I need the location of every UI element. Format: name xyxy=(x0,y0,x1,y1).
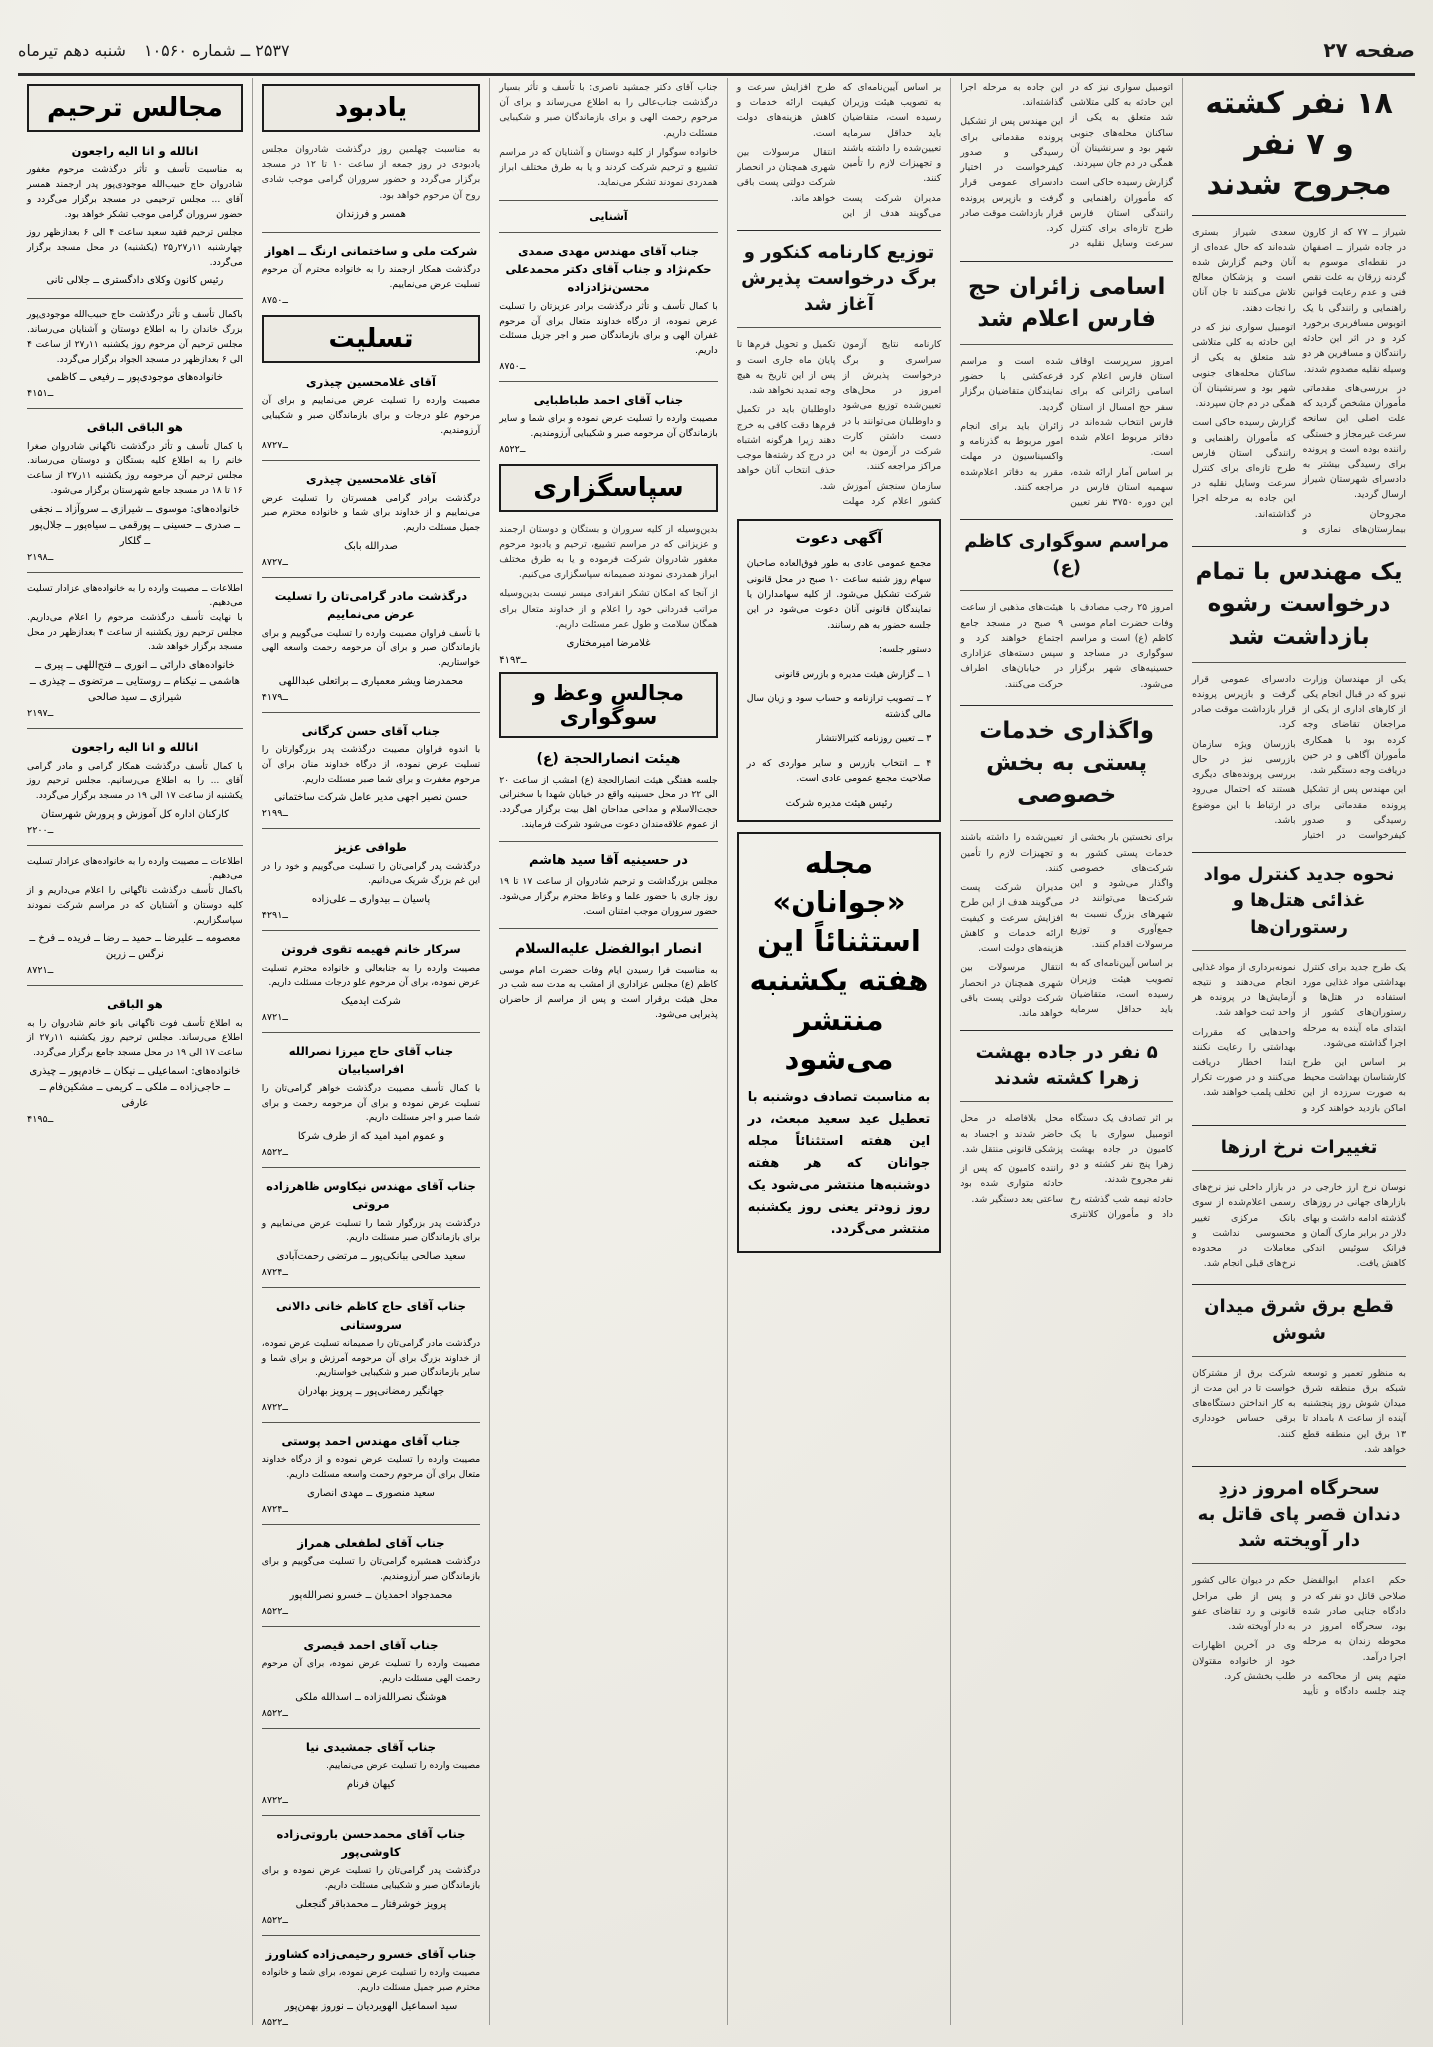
article-traffic-deaths-body: بر اثر تصادف یک دستگاه اتومبیل سواری با یک کامیون در جاده بهشت زهرا پنج نفر کشته و دو نفر مجروح شدند. حادثه نیمه شب گذشته رخ داد و مأموران کلانتری محل بلافاصله در محل حاضر شدند و اجساد به پزشکی قانونی منتقل شد. راننده کامیون که پس از حادثه متواری شده بود ساعتی بعد دستگیر شد. xyxy=(960,1113,1174,1220)
column-2 xyxy=(951,78,1183,2025)
headline-mourning-kazem: مراسم سوگواری کاظم (ع) xyxy=(964,531,1170,579)
notice-title: جناب آقای خسرو رحیمی‌زاده کشاورز xyxy=(265,1946,477,1961)
notice-ref: ــ۸۷۲۴ xyxy=(261,1267,288,1279)
notice-ref: ــ۸۷۲۲ xyxy=(261,1794,288,1806)
majales-title: هیئت انصارالحجة (ع) xyxy=(536,751,681,768)
notice-body: مصیبت وارده را تسلیت عرض نموده و از درگاه خداوند متعال برای آن مرحوم رحمت واسعه مسئلت داریم. xyxy=(261,1454,481,1481)
notice-ref: ــ۸۵۲۲ xyxy=(261,1146,288,1158)
notice-title: جناب آقای محمدحسن باروتی‌زاده کاوشی‌پور xyxy=(276,1826,466,1860)
javanan-ad-body: به مناسبت تصادف دوشنبه با تعطیل عید سعید مبعث، در این هفته استثنائاً مجله جوانان که هر هفته دوشنبه‌ها منتشر می‌شود یک روز زودتر یعنی روز یکشنبه منتشر می‌گردد. xyxy=(747,1089,931,1238)
notice-item xyxy=(262,1738,480,1806)
notice-item xyxy=(262,1825,480,1926)
notice-ref: ــ۸۷۲۲ xyxy=(261,1402,288,1414)
notice-title: جناب آقای احمد طباطبایی xyxy=(533,392,684,407)
banner-majales-vaz: مجالس وعظ و سوگواری xyxy=(499,672,717,738)
tarhim-intro-title: انالله و انا الیه راجعون xyxy=(71,144,199,158)
tarhim-signature: خانواده‌های موجودی‌پور ــ رفیعی ــ کاظمی xyxy=(46,372,223,384)
tarhim-signature: معصومه ــ علیرضا ــ حمید ــ رضا ــ فریده ــ فرخ ــ نرگس ــ زرین xyxy=(29,933,241,961)
tarhim-ref: ــ۲۱۹۷ xyxy=(27,708,54,720)
column-3 xyxy=(728,78,952,2025)
issue-info: ۲۵۳۷ ــ شماره ۱۰۵۶۰ xyxy=(143,40,290,60)
tarhim-signature: کارکنان اداره کل آموزش و پرورش شهرستان xyxy=(40,808,229,820)
yadbood-signature: همسر و فرزندان xyxy=(335,208,406,220)
headline-konkour-cards: توزیع کارنامه کنکور و برگ درخواست پذیرش آغاز شد xyxy=(741,242,937,316)
notice-item xyxy=(262,1636,480,1719)
tarhim-title: هو الباقی xyxy=(107,997,163,1012)
notice-item xyxy=(262,1177,480,1278)
banner-tasliat: تسلیت xyxy=(262,315,480,363)
notice-title: جناب آقای حسن کرگانی xyxy=(301,723,441,738)
majales-body: به مناسبت فرا رسیدن ایام وفات حضرت امام موسی کاظم (ع) مجلس عزاداری از امشب به مدت سه شب در محل هیئت برقرار است و پس از مراسم از حاضران پذیرایی می‌شود. xyxy=(499,964,718,1020)
lead-article-body: شیراز ــ ۷۷ که از کارون در جاده شیراز ــ اصفهان در نقطه‌ای موسوم به گردنه زرقان به علت نقص فنی و عدم رعایت قوانین راهنمایی و رانندگی با یک اتوبوس مسافربری برخورد کرد و در اثر این حادثه رانندگان و مسافرین هر دو وسیله نقلیه مصدوم شدند. در بررسی‌های مقدماتی مأموران مشخص گردید که علت اصلی این سانحه سرعت غیرمجاز و خستگی راننده بوده است و پرونده برای رسیدگی بیشتر به دادسرای شهرستان شیراز ارسال گردید. مجروحان در بیمارستان‌های نمازی و سعدی شیراز بستری شده‌اند که حال عده‌ای از آنان وخیم گزارش شده است و پزشکان معالج تلاش می‌کنند تا جان آنان را نجات دهند. اتومبیل سواری نیز که در این حادثه به کلی متلاشی شد متعلق به یکی از ساکنان محله‌های جنوبی شهر بود و سرنشینان آن همگی در دم جان سپردند. گزارش رسیده حاکی است که مأموران راهنمایی و رانندگی استان فارس طرح تازه‌ای برای کنترل سرعت وسایل نقلیه در این جاده به مرحله اجرا گذاشته‌اند. xyxy=(1192,226,1406,535)
article-hajj-body: امروز سرپرست اوقاف استان فارس اعلام کرد اسامی زائرانی که برای سفر حج امسال از استان فارس انتخاب شده‌اند در دفاتر مربوط اعلام شده است. بر اساس آمار ارائه شده، سهمیه استان فارس در این دوره ۳۷۵۰ نفر تعیین شده است و مراسم قرعه‌کشی با حضور نمایندگان متقاضیان برگزار گردید. زائران باید برای انجام امور مربوط به گذرنامه و واکسیناسیون در مهلت مقرر به دفاتر اعلام‌شده مراجعه کنند. xyxy=(960,355,1174,509)
headline-bribe: یک مهندس با تمام درخواست رشوه بازداشت شد xyxy=(1195,559,1403,650)
notice-item xyxy=(262,1042,480,1158)
tarhim-ref: ــ۲۱۹۸ xyxy=(27,551,54,563)
column2-top-continuation: اتومبیل سواری نیز که در این حادثه به کلی متلاشی شد متعلق به یکی از ساکنان محله‌های جنوبی شهر بود و سرنشینان آن همگی در دم جان سپردند. گزارش رسیده حاکی است که مأموران راهنمایی و رانندگی استان فارس طرح تازه‌ای برای کنترل سرعت وسایل نقلیه در این جاده به مرحله اجرا گذاشته‌اند. این مهندس پس از تشکیل پرونده مقدماتی برای رسیدگی و صدور کیفرخواست در اختیار دادسرای عمومی قرار گرفت و بازپرس پرونده قرار بازداشت موقت صادر کرد. xyxy=(960,82,1174,250)
notice-ref: ــ۴۲۹۱ xyxy=(261,910,288,922)
invitation-ad xyxy=(737,519,942,822)
column-1 xyxy=(1183,78,1415,2025)
headline-currency: تغییرات نرخ ارزها xyxy=(1220,1136,1378,1158)
notice-ref: ــ۸۵۲۲ xyxy=(261,2016,288,2025)
tarhim-body: به اطلاع تأسف فوت ناگهانی بانو خانم شادروان را به اطلاع می‌رساند. مجلس ترحیم روز یکشنبه ۱۱ر۲۷ از ساعت ۱۷ الی ۱۹ در محل مسجد جامع برگزار می‌گردد. xyxy=(27,1017,243,1059)
notice-item xyxy=(262,940,480,1023)
article-execution-body: حکم اعدام ابوالفضل صلاحی قاتل دو نفر که در دادگاه جنایی صادر شده بود، سحرگاه امروز در محوطه زندان به مرحله اجرا درآمد. متهم پس از محاکمه در چند جلسه دادگاه و تأیید حکم در دیوان عالی کشور و پس از طی مراحل قانونی و رد تقاضای عفو به دار آویخته شد. وی در آخرین اظهارات خود از خانواده مقتولان طلب بخشش کرد. xyxy=(1192,1575,1406,1697)
article-mourning-body: امروز ۲۵ رجب مصادف با وفات حضرت امام موسی کاظم (ع) است و مراسم سوگواری در مساجد و حسینیه‌های شهر برگزار می‌شود. هیئت‌های مذهبی از ساعت ۹ صبح در مسجد جامع اجتماع خواهند کرد و سپس دسته‌های عزاداری در خیابان‌های اطراف حرکت می‌کنند. xyxy=(960,602,1174,690)
sepasgozari-ref: ــ۴۱۹۳ xyxy=(499,655,527,667)
notice-body: درگذشت پدر بزرگوار شما را تسلیت عرض می‌نماییم و برای بازماندگان صبر مسئلت داریم. xyxy=(261,1217,481,1244)
majales-body: مجلس بزرگداشت و ترحیم شادروان از ساعت ۱۷ تا ۱۹ روز جاری با حضور علما و وعاظ محترم برگزار می‌شود. حضور سروران موجب امتنان است. xyxy=(499,876,718,917)
notice-ref: ــ۴۱۷۹ xyxy=(261,691,288,703)
notice-body: با کمال تأسف مصیبت درگذشت خواهر گرامی‌تان را تسلیت عرض نموده و برای آن مرحومه رحمت و برای شما صبر و اجر مسئلت داریم. xyxy=(261,1082,481,1124)
headline-postal-privatization: واگذاری خدمات پستی به بخش خصوصی xyxy=(979,717,1155,809)
column-4 xyxy=(490,78,727,2025)
notice-ref: ــ۸۵۲۲ xyxy=(261,1914,288,1926)
notice-item xyxy=(262,722,480,820)
notice-body: مصیبت وارده را تسلیت عرض نموده، برای آن مرحوم رحمت الهی مسئلت داریم. xyxy=(261,1658,481,1684)
notice-body: با اندوه فراوان مصیبت درگذشت پدر بزرگوارتان را تسلیت عرض نموده، از درگاه خداوند منان برای آن مرحوم مغفرت و برای شما صبر مسئلت داریم. xyxy=(261,744,481,785)
notice-body: درگذشت مادر گرامی‌تان را صمیمانه تسلیت عرض نموده، از خداوند بزرگ برای آن مرحومه آمرزش و برای شما و سایر بازماندگان صبر و شکیبایی خواستاریم. xyxy=(261,1337,481,1379)
tarhim-ref: ــ۸۷۲۱ xyxy=(27,965,54,977)
tarhim-title: هو الباقی الباقی xyxy=(86,420,183,435)
notice-signature: هوشنگ نصرالله‌زاده ــ اسدالله ملکی xyxy=(295,1691,447,1703)
notice-item xyxy=(262,373,480,452)
majales-item xyxy=(499,851,717,919)
tarhim-body: با کمال تأسف درگذشت همکار گرامی و مادر گرامی آقای ... را به اطلاع می‌رسانیم. مجلس ترحیم روز یکشنبه از ساعت ۱۷ الی ۱۹ در مسجد برگزار می‌گردد. xyxy=(27,760,243,801)
tarhim-intro-body: به مناسبت تأسف و تأثر درگذشت مرحوم مغفور شادروان حاج حبیب‌الله موجودی‌پور پدر ارجمند همسر آقای ... مجلس ترحیمی در مسجد برگزار می‌گردد و حضور سروران گرامی موجب تشکر خواهد بود. xyxy=(27,164,243,220)
majales-title: در حسینیه آقا سید هاشم xyxy=(528,853,688,869)
notice-ref: ــ۸۷۵۰ xyxy=(261,294,288,306)
tarhim-item xyxy=(27,418,243,562)
notice-item xyxy=(262,1297,480,1413)
notice-title: آقای غلامحسین چیذری xyxy=(306,374,436,389)
notice-title: جناب آقای لطفعلی همراز xyxy=(297,1535,445,1550)
notice-body: درگذشت پدر گرامی‌تان را تسلیت عرض نموده و برای بازماندگان صبر و شکیبایی مسئلت داریم. xyxy=(261,1865,481,1892)
headline-hajj-names: اسامی زائران حج فارس اعلام شد xyxy=(967,273,1166,332)
masthead-rule xyxy=(18,73,1415,76)
notice-body: درگذشت همشیره گرامی‌تان را تسلیت می‌گوییم و برای بازماندگان صبر آرزومندیم. xyxy=(261,1556,481,1583)
notice-signature: محمدجواد احمدیان ــ خسرو نصرالله‌پور xyxy=(289,1589,453,1601)
sepasgozari-signature: غلامرضا امیرمختاری xyxy=(566,638,651,650)
article-food-control-body: یک طرح جدید برای کنترل بهداشتی مواد غذایی مورد استفاده در هتل‌ها و رستوران‌های کشور از ابتدای ماه آینده به مرحله اجرا گذاشته می‌شود. بر اساس این طرح کارشناسان بهداشت محیط به صورت سرزده از این اماکن بازدید خواهند کرد و نمونه‌برداری از مواد غذایی انجام می‌دهند و نتیجه آزمایش‌ها در پرونده هر واحد ثبت خواهد شد. واحدهایی که مقررات بهداشتی را رعایت نکنند ابتدا اخطار دریافت می‌کنند و در صورت تکرار تخلف پلمب خواهند شد. xyxy=(1192,961,1406,1114)
notice-signature: و عموم امید امید که از طرف شرکا xyxy=(297,1130,445,1142)
notice-item xyxy=(262,1432,480,1515)
yadbood-body: به مناسبت چهلمین روز درگذشت شادروان مجلس یادبودی در روز جمعه از ساعت ۱۰ تا ۱۲ در مسجد برگزار می‌گردد و حضور سروران گرامی موجب شادی روح آن مرحوم خواهد بود. xyxy=(261,144,481,201)
notice-title: جناب آقای جمشیدی نیا xyxy=(305,1739,437,1754)
notice-title: آقای غلامحسین چیذری xyxy=(306,472,436,487)
majales-item xyxy=(499,938,717,1022)
notice-signature: صدرالله بابک xyxy=(344,540,398,552)
notice-signature: سید اسماعیل الهویردیان ــ نوروز بهمن‌پور xyxy=(284,2000,458,2012)
masthead-spacer xyxy=(304,50,1310,51)
notice-signature: جهانگیر رمضانی‌پور ــ پرویز بهادران xyxy=(297,1386,445,1398)
tarhim-ref: ــ۲۲۰۰ xyxy=(27,824,54,836)
notice-title: جناب آقای حاج کاظم خانی دالانی سروستانی xyxy=(276,1299,466,1332)
article-currency-body: نوسان نرخ ارز خارجی در بازارهای جهانی در روزهای گذشته ادامه داشت و بهای دلار در برابر مارک آلمان و فرانک سوئیس اندکی کاهش یافت. در بازار داخلی نیز نرخ‌های رسمی اعلام‌شده از سوی بانک مرکزی تغییر محسوسی نداشت و معاملات در محدوده نرخ‌های قبلی انجام شد. xyxy=(1192,1182,1406,1270)
tarhim-item xyxy=(27,995,243,1125)
javanan-magazine-ad xyxy=(737,832,942,1254)
tarhim-body: باکمال تأسف درگذشت ناگهانی را اعلام می‌داریم و از کلیه دوستان و آشنایان که در مراسم شرکت نمودند سپاسگزاریم. xyxy=(27,885,243,926)
notice-signature: پرویز خوشرفتار ــ محمدباقر گنجعلی xyxy=(295,1898,447,1910)
tarhim-item xyxy=(27,308,243,399)
banner-yadbood: یادبود xyxy=(262,84,480,132)
col4-section-title: آشنایی xyxy=(589,209,628,223)
col4-intro-body: جناب آقای دکتر جمشید ناصری: با تأسف و تأثر بسیار درگذشت جناب‌عالی را به اطلاع می‌رساند و برای آن مرحوم رحمت الهی و برای بازماندگان صبر و شکیبایی مسئلت داریم. خانواده سوگوار از کلیه دوستان و آشنایان که در مراسم تشییع و ترحیم شرکت کردند و یا به طرق مختلف ابراز همدردی نمودند تشکر می‌نماید. xyxy=(499,82,718,189)
tarhim-item xyxy=(27,738,243,836)
javanan-ad-title: مجله «جوانان» استثنائاً این هفته یکشنبه منتشر می‌شود xyxy=(749,845,929,1076)
sepasgozari-body: بدین‌وسیله از کلیه سروران و بستگان و دوستان ارجمند و عزیزانی که در مراسم تشییع، ترحیم و یادبود مرحوم مغفور شادروان شرکت فرموده و یا به طرق مختلف ابراز همدردی نمودند صمیمانه سپاسگزاری می‌کنیم. از آنجا که امکان تشکر انفرادی میسر نیست بدین‌وسیله مراتب قدردانی خود را اعلام و از خداوند متعال برای همگان سلامت و طول عمر مسئلت داریم. xyxy=(499,523,718,630)
headline-food-control: نحوه جدید کنترل مواد غذائی هتل‌ها و رستوران‌ها xyxy=(1203,864,1395,938)
notice-ref: ــ۸۷۵۰ xyxy=(499,360,526,372)
banner-majales-tarhim: مجالس ترحیم xyxy=(27,84,243,132)
notice-title: سرکار خانم فهیمه تقوی فروتن xyxy=(281,942,461,957)
tarhim-intro xyxy=(27,142,243,289)
headline-traffic-deaths: ۵ نفر در جاده بهشت زهرا کشته شدند xyxy=(975,1042,1158,1090)
notice-signature: محمدرضا ویشر معمیاری ــ براتعلی عبداللهی xyxy=(278,675,464,687)
notice-title: جناب آقای مهندس مهدی صمدی حکم‌نژاد و جناب آقای دکتر محمدعلی محسن‌نژادزاده xyxy=(505,243,712,295)
notice-item xyxy=(262,587,480,703)
notice-title: جناب آقای حاج میرزا نصرالله افراسیابیان xyxy=(288,1044,454,1077)
masthead xyxy=(18,30,1415,70)
notice-signature: حسن نصیر اجهی مدیر عامل شرکت ساختمانی xyxy=(274,792,468,804)
notice-ref: ــ۸۵۲۲ xyxy=(261,1605,288,1617)
tarhim-intro-body-2: مجلس ترحیم فقید سعید ساعت ۴ الی ۶ بعدازظهر روز چهارشنبه ۱۱ر۲۷ر۲۵ (یکشنبه) در محل مسجد برگزار می‌گردد. xyxy=(27,227,243,268)
tarhim-lead: اطلاعات ــ مصیبت وارده را به خانواده‌های عزادار تسلیت می‌دهیم. xyxy=(27,582,243,609)
tarhim-ref: ــ۴۱۵۱ xyxy=(27,388,54,400)
invitation-ad-signature: رئیس هیئت مدیره شرکت xyxy=(785,797,893,809)
tarhim-title: انالله و انا الیه راجعون xyxy=(71,740,199,755)
tarhim-signature: خانواده‌های: موسوی ــ شیرازی ــ سروآزاد ــ نجفی ــ صدری ــ حسینی ــ پورقمی ــ سیاه‌پور ــ جلال‌پور ــ گلکار xyxy=(29,503,240,547)
notice-body: مصیبت وارده را تسلیت عرض نموده و برای شما و سایر بازماندگان آن مرحومه صبر و شکیبایی آرزومندیم. xyxy=(499,413,718,439)
article-konkour-body: کارنامه نتایج آزمون سراسری و برگ درخواست پذیرش از امروز در محل‌های تعیین‌شده توزیع می‌شود و داوطلبان می‌توانند با در دست داشتن کارت شرکت در آزمون به این مراکز مراجعه کنند. سازمان سنجش آموزش کشور اعلام کرد مهلت تکمیل و تحویل فرم‌ها تا پایان ماه جاری است و پس از این تاریخ به هیچ وجه تمدید نخواهد شد. داوطلبان باید در تکمیل فرم‌ها دقت کافی به خرج دهند زیرا هرگونه اشتباه در درج کد رشته‌ها موجب حذف انتخاب آنان خواهد شد. xyxy=(736,339,942,507)
tarhim-signature: خانواده‌های: اسماعیلی ــ نیکان ــ خادم‌پور ــ چیذری ــ حاجی‌زاده ــ ملکی ــ کریمی ــ مشکین‌فام ــ عارفی xyxy=(29,1065,241,1109)
notice-body: مصیبت وارده را به جنابعالی و خانواده محترم تسلیت عرض نموده، برای آن مرحوم علو درجات مسئلت داریم. xyxy=(261,962,481,989)
page-number: صفحه ۲۷ xyxy=(1323,38,1415,62)
notice-body: مصیبت وارده را تسلیت عرض می‌نماییم و برای آن مرحوم علو درجات و برای بازماندگان صبر و شکیبایی آرزومندیم. xyxy=(261,395,481,436)
notice-ref: ــ۸۷۲۱ xyxy=(261,1012,288,1023)
notice-item xyxy=(262,1945,480,2025)
notice-signature: کیهان فرنام xyxy=(346,1778,396,1790)
notice-body: با کمال تأسف و تأثر درگذشت برادر عزیزتان را تسلیت عرض نموده، از درگاه خداوند متعال برای آن مرحوم غفران الهی و برای بازماندگان صبر و اجر جزیل مسئلت داریم. xyxy=(499,300,718,356)
tarhim-signature: خانواده‌های دارائی ــ انوری ــ فتح‌اللهی ــ پیری ــ هاشمی ــ نیکنام ــ روستایی ــ مرتضوی ــ چیذری ــ شیرازی ــ سید صالحی xyxy=(29,660,240,704)
notice-item xyxy=(262,470,480,568)
notice-signature: سعید صالحی ببانکی‌پور ــ مرتضی رحمت‌آبادی xyxy=(276,1251,466,1263)
notice-body: با تأسف فراوان مصیبت وارده را تسلیت می‌گوییم و برای بازماندگان صبر و برای آن مرحومه رحمت واسعه الهی خواستاریم. xyxy=(261,627,481,669)
notice-item xyxy=(262,1534,480,1617)
notice-ref: ــ۸۷۲۷ xyxy=(261,440,288,452)
notice-title: شرکت ملی و ساختمانی ارنگ ــ اهواز xyxy=(264,243,478,258)
notice-signature: سعید منصوری ــ مهدی انصاری xyxy=(307,1487,435,1499)
tarhim-item xyxy=(27,582,243,720)
notice-signature: شرکت ایدمیک xyxy=(341,996,401,1007)
notice-title: درگذشت مادر گرامی‌تان را تسلیت عرض می‌نماییم xyxy=(274,588,468,622)
notice-item xyxy=(499,242,717,372)
notice-title: جناب آقای مهندس احمد پوستی xyxy=(281,1434,461,1449)
notice-body: مصیبت وارده را تسلیت عرض نموده، برای شما و خانواده محترم صبر جمیل مسئلت داریم. xyxy=(261,1967,481,1994)
notice-title: جناب آقای احمد قیصری xyxy=(303,1637,439,1652)
headline-execution: سحرگاه امروز دزدِ دندان قصر پای قاتل به دار آویخته شد xyxy=(1197,1478,1401,1552)
notice-body: درگذشت همکار ارجمند را به خانواده محترم آن مرحوم تسلیت عرض می‌نماییم. xyxy=(261,264,481,291)
lead-headline: ۱۸ نفر کشته و ۷ نفر مجروح شدند xyxy=(1205,86,1393,202)
tarhim-intro-signature: رئیس کانون وکلای دادگستری ــ جلالی ثانی xyxy=(46,275,224,287)
invitation-ad-body: مجمع عمومی عادی به طور فوق‌العاده صاحبان سهام روز شنبه ساعت ۱۰ صبح در محل قانونی شرکت تشکیل می‌شود. از کلیه سهامداران یا نمایندگان قانونی آنان دعوت می‌شود در این جلسه حضور به هم رسانند. دستور جلسه: ۱ ــ گزارش هیئت مدیره و بازرس قانونی ۲ ــ تصویب ترازنامه و حساب سود و زیان سال مالی گذشته ۳ ــ تعیین روزنامه کثیرالانتشار ۴ ــ انتخاب بازرس و سایر مواردی که در صلاحیت مجمع عمومی عادی است. xyxy=(746,558,932,785)
majales-body: جلسه هفتگی هیئت انصارالحجة (ع) امشب از ساعت ۲۰ الی ۲۲ در محل حسینیه واقع در خیابان شهدا با سخنرانی حجت‌الاسلام و مداحی مداحان اهل بیت برگزار می‌گردد. از عموم علاقه‌مندان دعوت می‌شود شرکت فرمایند. xyxy=(499,774,718,830)
banner-sepasgozari: سپاسگزاری xyxy=(499,464,717,512)
notice-ref: ــ۸۵۲۲ xyxy=(261,1707,288,1719)
notice-title: طوافی عزیز xyxy=(335,840,407,855)
headline-power-cut: قطع برق شرق میدان شوش xyxy=(1204,1296,1394,1344)
notice-ref: ــ۸۵۲۲ xyxy=(499,443,526,455)
issue-date: شنبه دهم تیرماه xyxy=(18,40,126,60)
tarhim-lead: اطلاعات ــ مصیبت وارده را به خانواده‌های عزادار تسلیت می‌دهیم. xyxy=(27,855,243,882)
notice-title: جناب آقای مهندس نیکاوس ظاهرزاده مروتی xyxy=(266,1178,476,1212)
notice-signature: پاسیان ــ بیدواری ــ علی‌زاده xyxy=(311,894,431,906)
notice-ref: ــ۲۱۹۹ xyxy=(261,808,288,820)
tarhim-body: با نهایت تأسف درگذشت مرحوم را اعلام می‌داریم. مجلس ترحیم روز یکشنبه از ساعت ۴ بعدازظهر در محل مسجد برگزار خواهد شد. xyxy=(27,612,243,653)
invitation-ad-title: آگهی دعوت xyxy=(795,528,883,547)
column-5 xyxy=(253,78,490,2025)
article-power-cut-body: به منظور تعمیر و توسعه شبکه برق منطقه شرق میدان شوش روز پنجشنبه آینده از ساعت ۸ بامداد تا ۱۳ برق این منطقه قطع خواهد شد. شرکت برق از مشترکان خواست تا در این مدت از به کار انداختن دستگاه‌های برقی حساس خودداری کنند. xyxy=(1192,1367,1406,1455)
notice-body: درگذشت پدر گرامی‌تان را تسلیت می‌گوییم و خود را در این غم بزرگ شریک می‌دانیم. xyxy=(261,860,481,887)
notice-ref: ــ۸۷۲۷ xyxy=(261,556,288,568)
column3-top-continuation: بر اساس آیین‌نامه‌ای که به تصویب هیئت وزیران رسیده است، متقاضیان باید حداقل سرمایه تعیین‌شده را داشته باشند و تجهیزات لازم را تأمین کنند. مدیران شرکت پست می‌گویند هدف از این طرح افزایش سرعت و کیفیت ارائه خدمات و کاهش هزینه‌های دولت است. انتقال مرسولات بین شهری همچنان در انحصار شرکت دولتی پست باقی خواهد ماند. xyxy=(736,82,942,219)
tarhim-body: باکمال تأسف و تأثر درگذشت حاج حبیب‌الله موجودی‌پور بزرگ خاندان را به اطلاع دوستان و آشنایان می‌رساند. مجلس ترحیم آن مرحوم روز یکشنبه ۱۱ر۲۷ از ساعت ۴ الی ۶ بعدازظهر در مسجد الجواد برگزار می‌گردد. xyxy=(27,309,243,365)
majales-item xyxy=(499,748,717,832)
notice-body: درگذشت برادر گرامی همسرتان را تسلیت عرض می‌نماییم و از خداوند برای شما و خانواده محترم صبر جمیل مسئلت داریم. xyxy=(261,492,481,534)
article-bribe-body: یکی از مهندسان وزارت نیرو که در قبال انجام یکی از کارهای اداری از یکی از مراجعان تقاضای وجه کرده بود با همکاری مأموران آگاهی و در حین دریافت وجه دستگیر شد. این مهندس پس از تشکیل پرونده مقدماتی برای رسیدگی و صدور کیفرخواست در اختیار دادسرای عمومی قرار گرفت و بازپرس پرونده قرار بازداشت موقت صادر کرد. بازرسان ویژه سازمان بازرسی نیز در حال بررسی پرونده‌های دیگری هستند که احتمال می‌رود در ارتباط با این موضوع باشد. xyxy=(1192,673,1406,842)
notice-item xyxy=(262,242,480,306)
column-6 xyxy=(18,78,253,2025)
notice-item xyxy=(262,838,480,921)
article-postal-body: برای نخستین بار بخشی از خدمات پستی کشور به شرکت‌های خصوصی واگذار می‌شود و این شرکت‌ها می‌توانند در شهرهای بزرگ نسبت به جمع‌آوری و توزیع مرسولات اقدام کنند. بر اساس آیین‌نامه‌ای که به تصویب هیئت وزیران رسیده است، متقاضیان باید حداقل سرمایه تعیین‌شده را داشته باشند و تجهیزات لازم را تأمین کنند. مدیران شرکت پست می‌گویند هدف از این طرح افزایش سرعت و کیفیت ارائه خدمات و کاهش هزینه‌های دولت است. انتقال مرسولات بین شهری همچنان در انحصار شرکت دولتی پست باقی خواهد ماند. xyxy=(960,832,1174,1020)
majales-title: انصار ابوالفضل علیه‌السلام xyxy=(515,941,702,958)
tarhim-ref: ــ۴۱۹۵ xyxy=(27,1113,54,1125)
column-grid xyxy=(18,78,1415,2025)
notice-item xyxy=(499,391,717,455)
notice-ref: ــ۸۷۲۴ xyxy=(261,1503,288,1515)
tarhim-body: با کمال تأسف و تأثر درگذشت ناگهانی شادروان صغرا خانم را به اطلاع کلیه بستگان و دوستان می‌رساند. مجلس ترحیم آن مرحومه روز یکشنبه ۱۱ر۲۷ از ساعت ۱۶ تا ۱۸ در مسجد جامع شهرستان برگزار می‌شود. xyxy=(27,440,243,496)
notice-body: مصیبت وارده را تسلیت عرض می‌نماییم. xyxy=(325,1759,481,1771)
tarhim-item xyxy=(27,855,243,977)
